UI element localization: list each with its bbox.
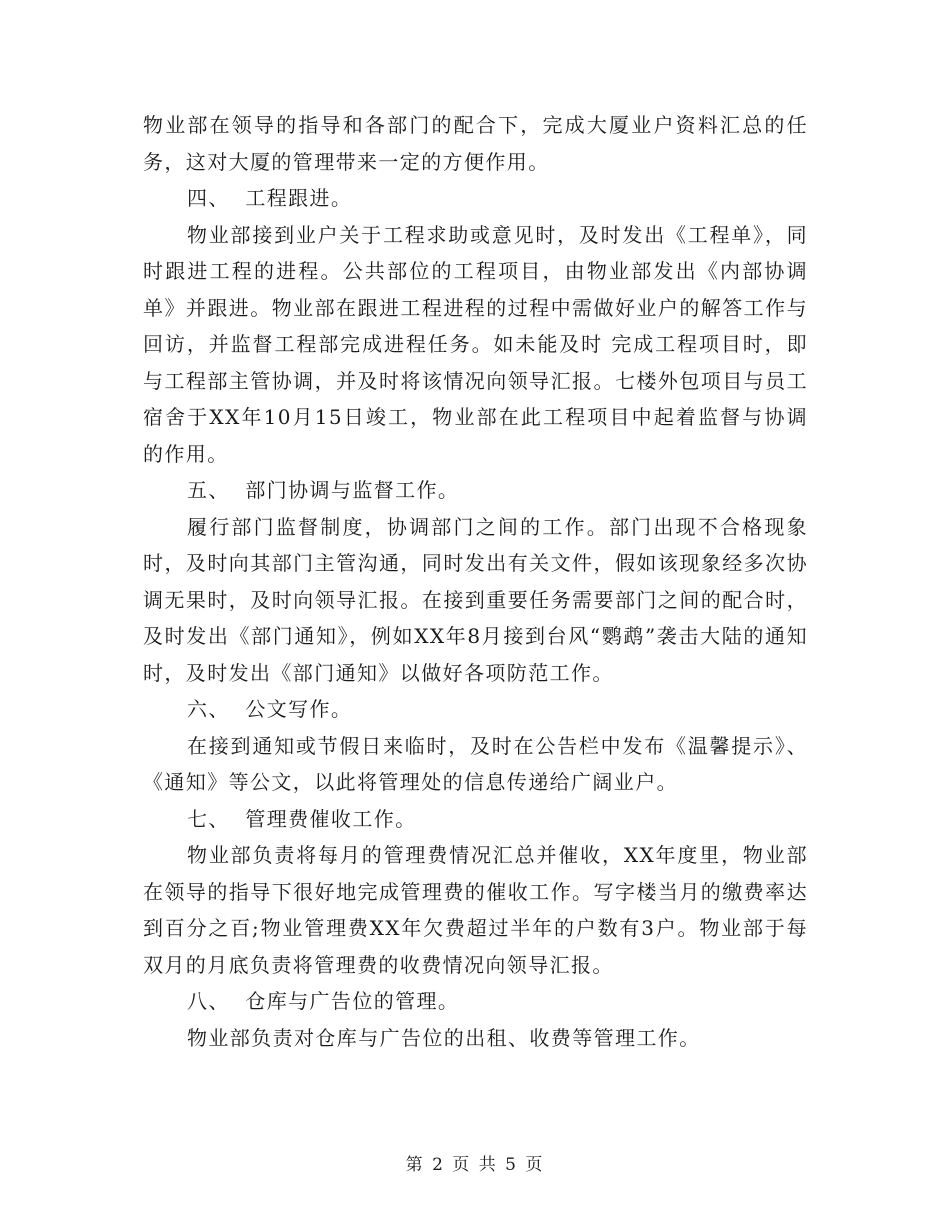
paragraph-warehouse: 物业部负责对仓库与广告位的出租、收费等管理工作。 [187,1025,701,1050]
section-heading-7: 七、 管理费催收工作。 [187,806,417,831]
paragraph-coordination: 履行部门监督制度，协调部门之间的工作。部门出现不合格现象时，及时向其部门主管沟通，同时发出有关文件，假如该现象经多次协调无果时，及时向领导汇报。在接到重要任务需要部门之间的配合时，及时发出《部门通知》，例如XX年8月接到台风“鹦鹉”袭击大陆的通知时，及时发出《部门通知》以做好各项防范工作。 [143,514,808,685]
paragraph-engineering: 物业部接到业户关于工程求助或意见时，及时发出《工程单》，同时跟进工程的进程。公共部位的工程项目，由物业部发出《内部协调单》并跟进。物业部在跟进工程进程的过程中需做好业户的解答工作与回访，并监督工程部完成进程任务。如未能及时 完成工程项目时，即与工程部主管协调，并及时将该情况向领导汇报。七楼外包项目与员工宿舍于XX年10月15日竣工，物业部在此工程项目中起着监督与协调的作用。 [143,222,808,466]
section-heading-5: 五、 部门协调与监督工作。 [187,478,460,502]
document-body [143,107,808,1056]
paragraph-fee-collection: 物业部负责将每月的管理费情况汇总并催收，XX年度里，物业部在领导的指导下很好地完成管理费的催收工作。写字楼当月的缴费率达到百分之百;物业管理费XX年欠费超过半年的户数有3户。物业部于每双月的月底负责将管理费的收费情况向领导汇报。 [143,843,808,977]
section-heading-6: 六、 公文写作。 [187,697,353,721]
section-heading-4: 四、 工程跟进。 [187,186,353,210]
section-heading-8: 八、 仓库与广告位的管理。 [187,989,460,1013]
page-footer: 第 2 页 共 5 页 [405,1155,545,1175]
paragraph-continuation: 物业部在领导的指导和各部门的配合下，完成大厦业户资料汇总的任务，这对大厦的管理带来一定的方便作用。 [143,113,808,174]
paragraph-writing: 在接到通知或节假日来临时，及时在公告栏中发布《温馨提示》、《通知》等公文，以此将管理处的信息传递给广阔业户。 [143,733,808,794]
